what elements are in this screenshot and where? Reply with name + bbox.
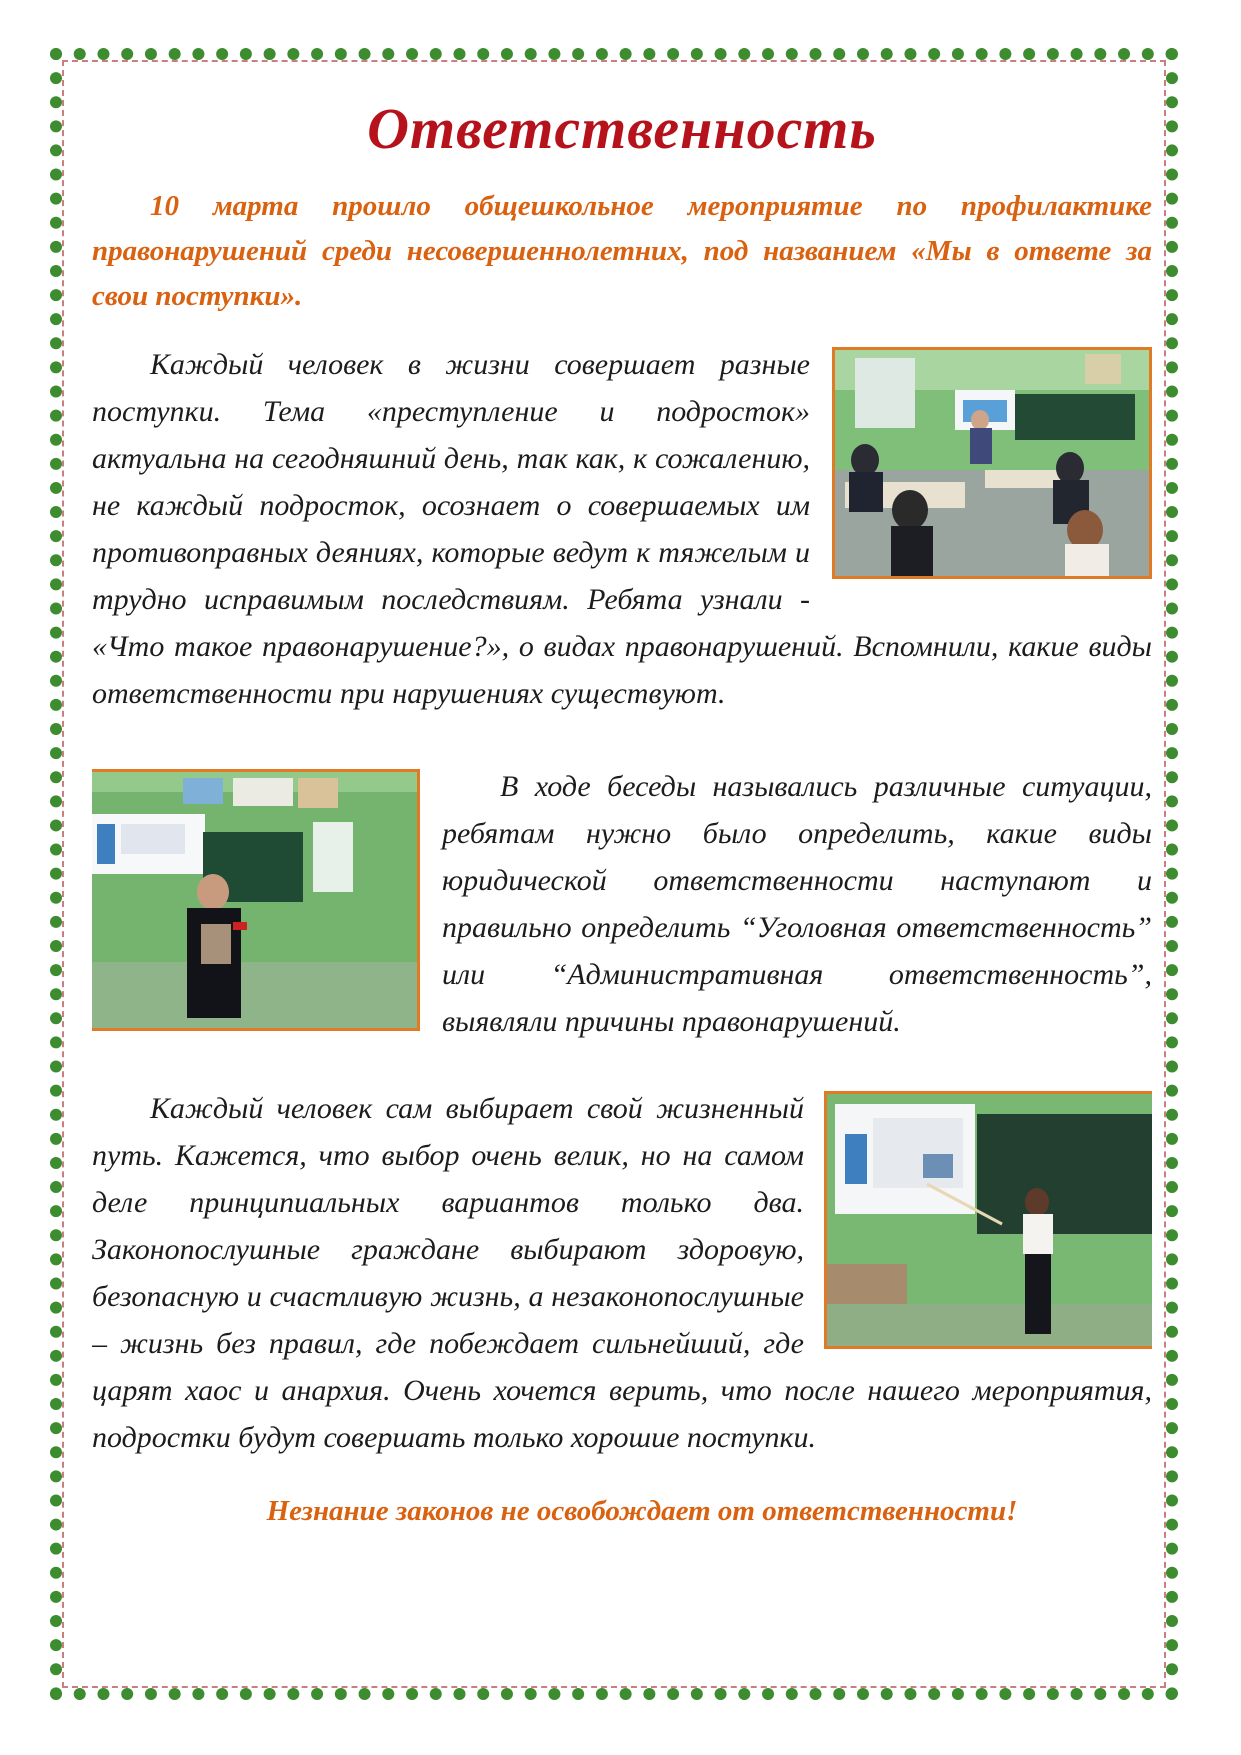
paragraph-2: В ходе беседы назывались различные ситуации, ребятам нужно было определить, какие виды юридической ответственности наступают и правильно определить “Уголовная ответственность” или “Административная ответственность”, выявляли причины правонарушений. xyxy=(442,770,1152,1038)
paragraph-1: Каждый человек в жизни совершает разные поступки. Тема «преступление и подросток» актуальна на сегодняшний день, так как, к сожалению, не каждый подросток, осознает о совершаемых им противоправных деяниях, которые ведут к тяжелым и трудно исправимым последствиям. Ребята узнали - «Что такое правонарушение?», о видах правонарушений. Вспомнили, какие виды ответственности при нарушениях существуют. xyxy=(92,348,1152,710)
article xyxy=(92,95,1152,1528)
classroom-photo-3 xyxy=(824,1091,1152,1349)
paragraph-3: Каждый человек сам выбирает свой жизненный путь. Кажется, что выбор очень велик, но на самом деле принципиальных вариантов только два. Законопослушные граждане выбирают здоровую, безопасную и счастливую жизнь, а незаконопослушные – жизнь без правил, где побеждает сильнейший, где царят хаос и анархия. Очень хочется верить, что после нашего мероприятия, подростки будут совершать только хорошие поступки. xyxy=(92,1092,1152,1454)
section-1 xyxy=(92,341,1152,717)
intro-paragraph: 10 марта прошло общешкольное мероприятие по профилактике правонарушений среди несовершеннолетних, под названием «Мы в ответе за свои поступки». xyxy=(92,190,1152,312)
closing-slogan: Незнание законов не освобождает от ответственности! xyxy=(266,1495,1018,1527)
page-title: Ответственность xyxy=(367,96,877,161)
section-3 xyxy=(92,1085,1152,1461)
classroom-photo-1 xyxy=(832,347,1152,579)
section-2 xyxy=(92,763,1152,1045)
classroom-photo-2 xyxy=(92,769,420,1031)
